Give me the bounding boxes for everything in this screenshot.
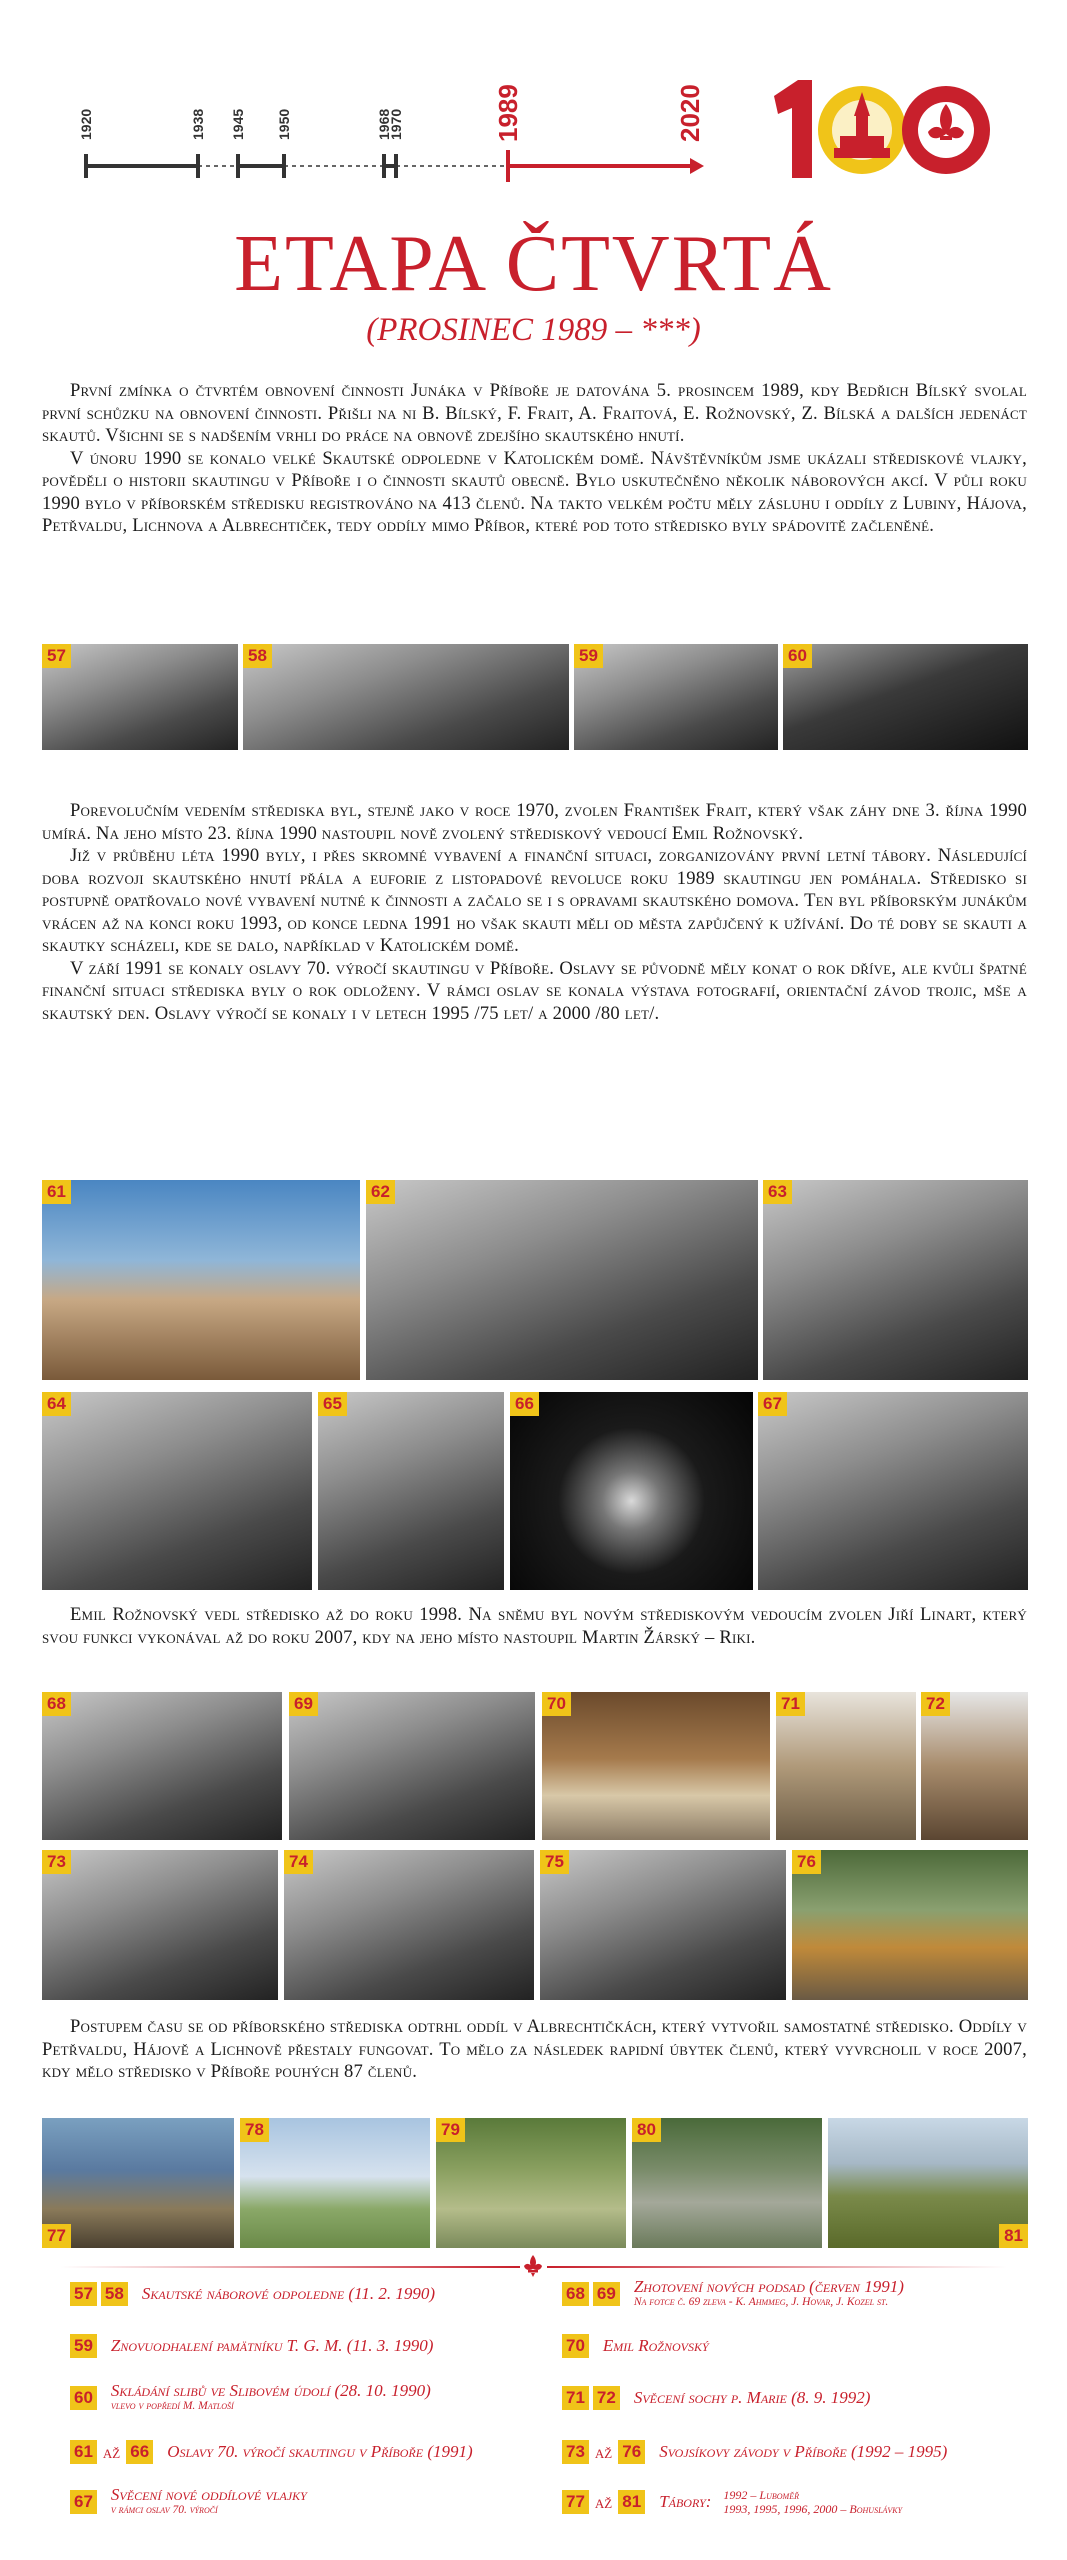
legend-joiner: až bbox=[102, 2441, 121, 2462]
page-subtitle: (PROSINEC 1989 – ***) bbox=[366, 312, 701, 348]
photo-number: 80 bbox=[632, 2118, 661, 2142]
legend-number: 60 bbox=[70, 2386, 97, 2410]
photo-number: 69 bbox=[289, 1692, 318, 1716]
legend-text: Zhotovení nových podsad (červen 1991) bbox=[633, 2277, 904, 2296]
legend-text: Skládání slibů ve Slibovém údolí (28. 10. 1990) bbox=[110, 2381, 431, 2400]
legend-label: Tábory: bbox=[659, 2492, 712, 2511]
legend-joiner: až bbox=[594, 2491, 613, 2512]
legend-number: 68 bbox=[562, 2282, 589, 2306]
legend-item bbox=[70, 2486, 307, 2517]
photo-74 bbox=[284, 1850, 534, 2000]
legend-text-group bbox=[111, 2382, 431, 2413]
year-1945: 1945 bbox=[230, 108, 246, 140]
text-block-4 bbox=[42, 2016, 1027, 2084]
legend-number: 67 bbox=[70, 2490, 97, 2514]
legend-item bbox=[562, 2334, 709, 2358]
photo-number: 79 bbox=[436, 2118, 465, 2142]
legend-number: 72 bbox=[593, 2386, 620, 2410]
photo-number: 77 bbox=[42, 2224, 71, 2248]
legend-text: Znovuodhalení pamätníku T. G. M. (11. 3. 1990) bbox=[110, 2336, 434, 2355]
photo-number: 74 bbox=[284, 1850, 313, 1874]
photo-67 bbox=[758, 1392, 1028, 1590]
legend-number: 57 bbox=[70, 2282, 97, 2306]
photo-number: 71 bbox=[776, 1692, 805, 1716]
legend-text-group bbox=[111, 2486, 307, 2517]
photo-number: 78 bbox=[240, 2118, 269, 2142]
year-1920: 1920 bbox=[78, 108, 94, 140]
paragraph: Postupem času se od příborského střediska odtrhl oddíl v Albrechtičkách, který vytvořil samostatné středisko. Oddíly v Petřvaldu, Hájově a Lichnově přestaly fungovat. To mělo za následek rapidní úbytek členů, který vyvrcholil v roce 2007, kdy mělo středisko v Příboře pouhých 87 členů. bbox=[42, 2016, 1027, 2082]
year-1970: 1970 bbox=[388, 108, 404, 140]
legend-item bbox=[70, 2334, 433, 2358]
photo-63 bbox=[763, 1180, 1028, 1380]
legend-number: 69 bbox=[593, 2282, 620, 2306]
photo-80 bbox=[632, 2118, 822, 2248]
timeline-graphic bbox=[0, 0, 760, 200]
legend-years-line: 1993, 1995, 1996, 2000 – Bohuslávky bbox=[723, 2502, 903, 2516]
photo-number: 66 bbox=[510, 1392, 539, 1416]
legend-item bbox=[562, 2386, 870, 2410]
photo-number: 68 bbox=[42, 1692, 71, 1716]
photo-number: 72 bbox=[921, 1692, 950, 1716]
photo-68 bbox=[42, 1692, 282, 1840]
year-1968: 1968 bbox=[376, 108, 392, 140]
legend-item bbox=[70, 2382, 431, 2413]
text-block-3 bbox=[42, 1604, 1027, 1649]
legend-text: Oslavy 70. výročí skautingu v Příboře (1991) bbox=[167, 2442, 473, 2461]
legend-item bbox=[562, 2440, 947, 2464]
photo-58 bbox=[243, 644, 569, 750]
centenary-logo bbox=[768, 74, 1000, 186]
photo-number: 64 bbox=[42, 1392, 71, 1416]
legend-subtext: vlevo v popředí M. Matloší bbox=[110, 2400, 234, 2412]
legend-item bbox=[562, 2278, 904, 2309]
legend-number: 77 bbox=[562, 2490, 589, 2514]
page-title: ETAPA ČTVRTÁ bbox=[234, 220, 833, 308]
legend-text: Skautské náborové odpoledne (11. 2. 1990) bbox=[141, 2284, 435, 2303]
text-block-2 bbox=[42, 800, 1027, 1025]
paragraph: Již v průběhu léta 1990 byly, i přes skromné vybavení a finanční situaci, zorganizovány první letní tábory. Následující doba rozvoji skautského hnutí přála a euforie z listopadové revoluce roku 1989 skautingu jen pomáhala. Středisko si postupně opatřovalo nové vybavení nutné k činnosti a začalo se i s opravami skautského domova. Ten byl příborským junákům vrácen až na konci roku 1993, od konce ledna 1991 ho však skauti měli od města zapůjčený k užívání. Do té doby se skauti a skautky scházeli, kde se dalo, například v Katolickém domě. bbox=[42, 845, 1027, 956]
legend-text-group bbox=[634, 2278, 904, 2309]
photo-number: 63 bbox=[763, 1180, 792, 1204]
legend-text: Svěcení nové oddílové vlajky bbox=[110, 2485, 307, 2504]
legend-divider bbox=[60, 2266, 1007, 2268]
year-1950: 1950 bbox=[276, 108, 292, 140]
legend-number: 76 bbox=[618, 2440, 645, 2464]
year-1989: 1989 bbox=[493, 84, 523, 142]
photo-71 bbox=[776, 1692, 916, 1840]
photo-65 bbox=[318, 1392, 504, 1590]
photo-number: 76 bbox=[792, 1850, 821, 1874]
legend-text: Emil Rožnovský bbox=[602, 2336, 709, 2355]
photo-57 bbox=[42, 644, 238, 750]
photo-77 bbox=[42, 2118, 234, 2248]
photo-number: 58 bbox=[243, 644, 272, 668]
photo-number: 62 bbox=[366, 1180, 395, 1204]
paragraph: První zmínka o čtvrtém obnovení činnosti Junáka v Příboře je datována 5. prosincem 1989, kdy Bedřich Bílský svolal první schůzku na obnovení činnosti. Přišli na ni B. Bílský, F. Frait, A. Fraitová, E. Rožnovský, Z. Bílská a dalších jedenáct skautů. Všichni se s nadšením vrhli do práce na obnově zdejšího skautského hnutí. bbox=[42, 380, 1027, 446]
photo-62 bbox=[366, 1180, 758, 1380]
photo-number: 75 bbox=[540, 1850, 569, 1874]
photo-78 bbox=[240, 2118, 430, 2248]
paragraph: Emil Rožnovský vedl středisko až do roku 1998. Na sněmu byl novým střediskovým vedoucím zvolen Jiří Linart, který svou funkci vykonával až do roku 2007, kdy na jeho místo nastoupil Martin Žárský – Riki. bbox=[42, 1604, 1027, 1648]
photo-72 bbox=[921, 1692, 1028, 1840]
photo-59 bbox=[574, 644, 778, 750]
legend-text: Svěcení sochy p. Marie (8. 9. 1992) bbox=[633, 2388, 871, 2407]
fleur-de-lis-icon bbox=[522, 2254, 544, 2278]
legend-text: Svojsíkovy závody v Příboře (1992 – 1995) bbox=[659, 2442, 948, 2461]
legend-number: 71 bbox=[562, 2386, 589, 2410]
photo-76 bbox=[792, 1850, 1028, 2000]
legend-item bbox=[70, 2282, 435, 2306]
photo-81 bbox=[828, 2118, 1028, 2248]
photo-60 bbox=[783, 644, 1028, 750]
photo-number: 59 bbox=[574, 644, 603, 668]
text-block-1 bbox=[42, 380, 1027, 538]
photo-66 bbox=[510, 1392, 753, 1590]
year-1938: 1938 bbox=[190, 108, 206, 140]
photo-number: 81 bbox=[999, 2224, 1028, 2248]
legend-years bbox=[723, 2488, 902, 2516]
legend-subtext: v rámci oslav 70. výročí bbox=[110, 2504, 218, 2516]
legend-number: 59 bbox=[70, 2334, 97, 2358]
paragraph: Porevolučním vedením střediska byl, stejně jako v roce 1970, zvolen František Frait, který však záhy dne 3. října 1990 umírá. Na jeho místo 23. října 1990 nastoupil nově zvolený střediskový vedoucí Emil Rožnovský. bbox=[42, 800, 1027, 844]
photo-73 bbox=[42, 1850, 278, 2000]
photo-number: 60 bbox=[783, 644, 812, 668]
photo-number: 73 bbox=[42, 1850, 71, 1874]
timeline bbox=[0, 0, 1067, 200]
legend-number: 66 bbox=[126, 2440, 153, 2464]
legend-number: 70 bbox=[562, 2334, 589, 2358]
photo-number: 61 bbox=[42, 1180, 71, 1204]
paragraph: V září 1991 se konaly oslavy 70. výročí skautingu v Příboře. Oslavy se původně měly konat o rok dříve, ale kvůli špatné finanční situaci střediska byly o rok odloženy. V rámci oslav se konala výstava fotografií, orientační závod trojic, mše a skautský den. Oslavy výročí se konaly i v letech 1995 /75 let/ a 2000 /80 let/. bbox=[42, 957, 1027, 1024]
legend-number: 73 bbox=[562, 2440, 589, 2464]
legend-joiner: až bbox=[594, 2441, 613, 2462]
legend-item bbox=[562, 2488, 902, 2516]
photo-number: 57 bbox=[42, 644, 71, 668]
photo-number: 70 bbox=[542, 1692, 571, 1716]
legend-number: 58 bbox=[101, 2282, 128, 2306]
year-2020: 2020 bbox=[675, 84, 705, 142]
photo-64 bbox=[42, 1392, 312, 1590]
legend-number: 61 bbox=[70, 2440, 97, 2464]
photo-70 bbox=[542, 1692, 770, 1840]
photo-number: 65 bbox=[318, 1392, 347, 1416]
paragraph: V únoru 1990 se konalo velké Skautské odpoledne v Katolickém domě. Návštěvníkům jsme ukázali střediskové vlajky, pověděli o historii skautingu v Příboře i o činnosti skautů obecně. Bylo uskutečněno několik náborových akcí. V půli roku 1990 bylo v příborském středisku registrováno na 413 členů. Na takto velkém počtu měly zásluhu i oddíly z Lubiny, Hájova, Petřvaldu, Lichnova a Albrechtiček, tedy oddíly mimo Příbor, které pod toto středisko byly spádovitě začleněné. bbox=[42, 447, 1027, 536]
legend-item bbox=[70, 2440, 473, 2464]
photo-69 bbox=[289, 1692, 535, 1840]
photo-79 bbox=[436, 2118, 626, 2248]
legend-subtext: Na fotce č. 69 zleva - K. Ahmmeg, J. Hovar, J. Kozel st. bbox=[633, 2296, 889, 2308]
photo-number: 67 bbox=[758, 1392, 787, 1416]
legend-number: 81 bbox=[618, 2490, 645, 2514]
photo-61 bbox=[42, 1180, 360, 1380]
photo-75 bbox=[540, 1850, 786, 2000]
legend-years-line: 1992 – Luboměř bbox=[723, 2488, 799, 2502]
